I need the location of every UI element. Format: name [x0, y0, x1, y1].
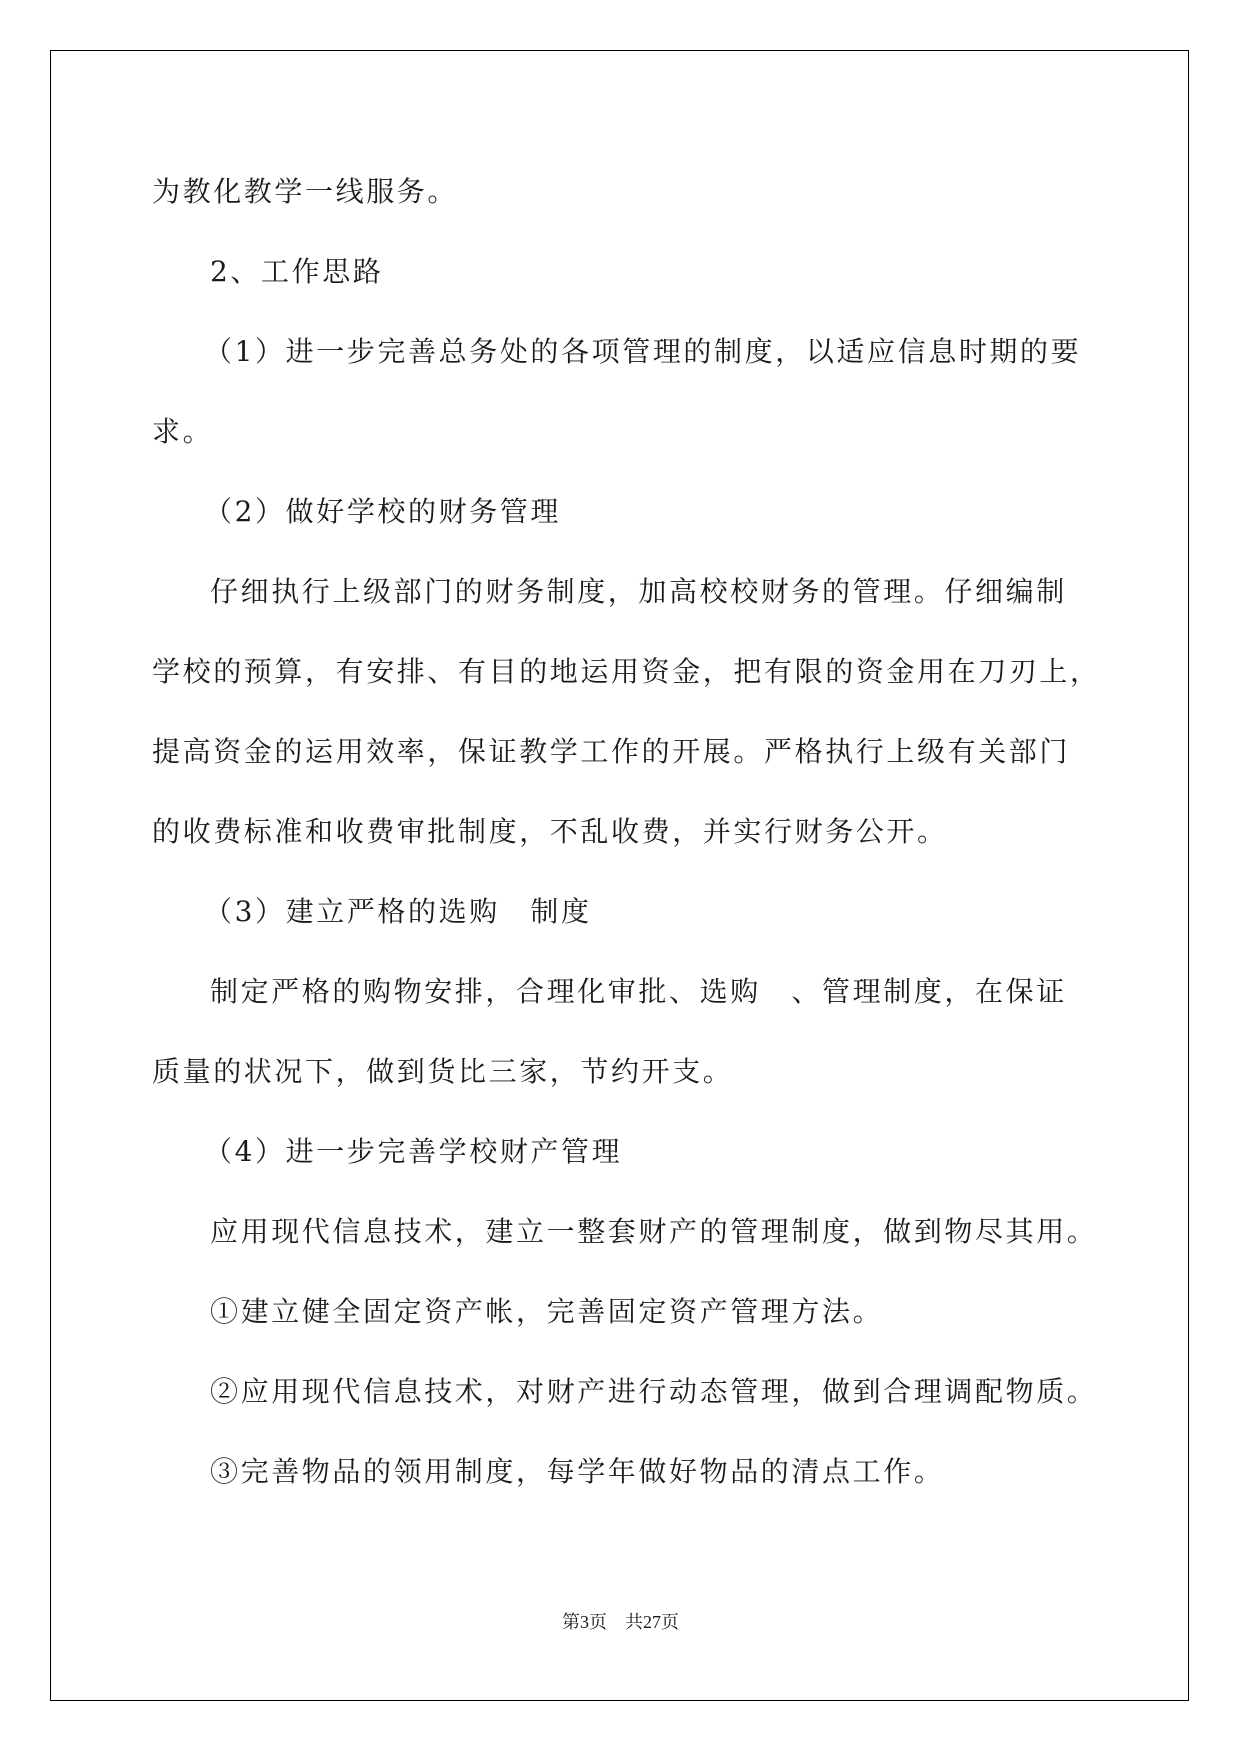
section-heading-work-ideas: 2、工作思路 — [210, 255, 384, 288]
text-line-9: 的收费标准和收费审批制度，不乱收费，并实行财务公开。 — [152, 815, 948, 848]
subheading-purchasing-system: （3）建立严格的选购 制度 — [204, 895, 592, 928]
text-line-11: 制定严格的购物安排，合理化审批、选购 、管理制度，在保证 — [210, 975, 1067, 1008]
list-item-1: ①建立健全固定资产帐，完善固定资产管理方法。 — [210, 1295, 884, 1328]
text-line-1: 为教化教学一线服务。 — [152, 175, 459, 208]
list-item-2: ②应用现代信息技术，对财产进行动态管理，做到合理调配物质。 — [210, 1375, 1098, 1408]
text-line-14: 应用现代信息技术，建立一整套财产的管理制度，做到物尽其用。 — [210, 1215, 1098, 1248]
list-item-3: ③完善物品的领用制度，每学年做好物品的清点工作。 — [210, 1455, 945, 1488]
text-line-8: 提高资金的运用效率，保证教学工作的开展。严格执行上级有关部门 — [152, 735, 1071, 768]
text-line-3: （1）进一步完善总务处的各项管理的制度，以适应信息时期的要 — [204, 335, 1082, 368]
page-number-footer: 第3页 共27页 — [562, 1612, 679, 1632]
text-line-4: 求。 — [152, 415, 214, 448]
subheading-financial-management: （2）做好学校的财务管理 — [204, 495, 562, 528]
subheading-property-management: （4）进一步完善学校财产管理 — [204, 1135, 623, 1168]
text-line-12: 质量的状况下，做到货比三家，节约开支。 — [152, 1055, 734, 1088]
text-line-7: 学校的预算，有安排、有目的地运用资金，把有限的资金用在刀刃上， — [152, 655, 1101, 688]
text-line-6: 仔细执行上级部门的财务制度，加高校校财务的管理。仔细编制 — [210, 575, 1067, 608]
